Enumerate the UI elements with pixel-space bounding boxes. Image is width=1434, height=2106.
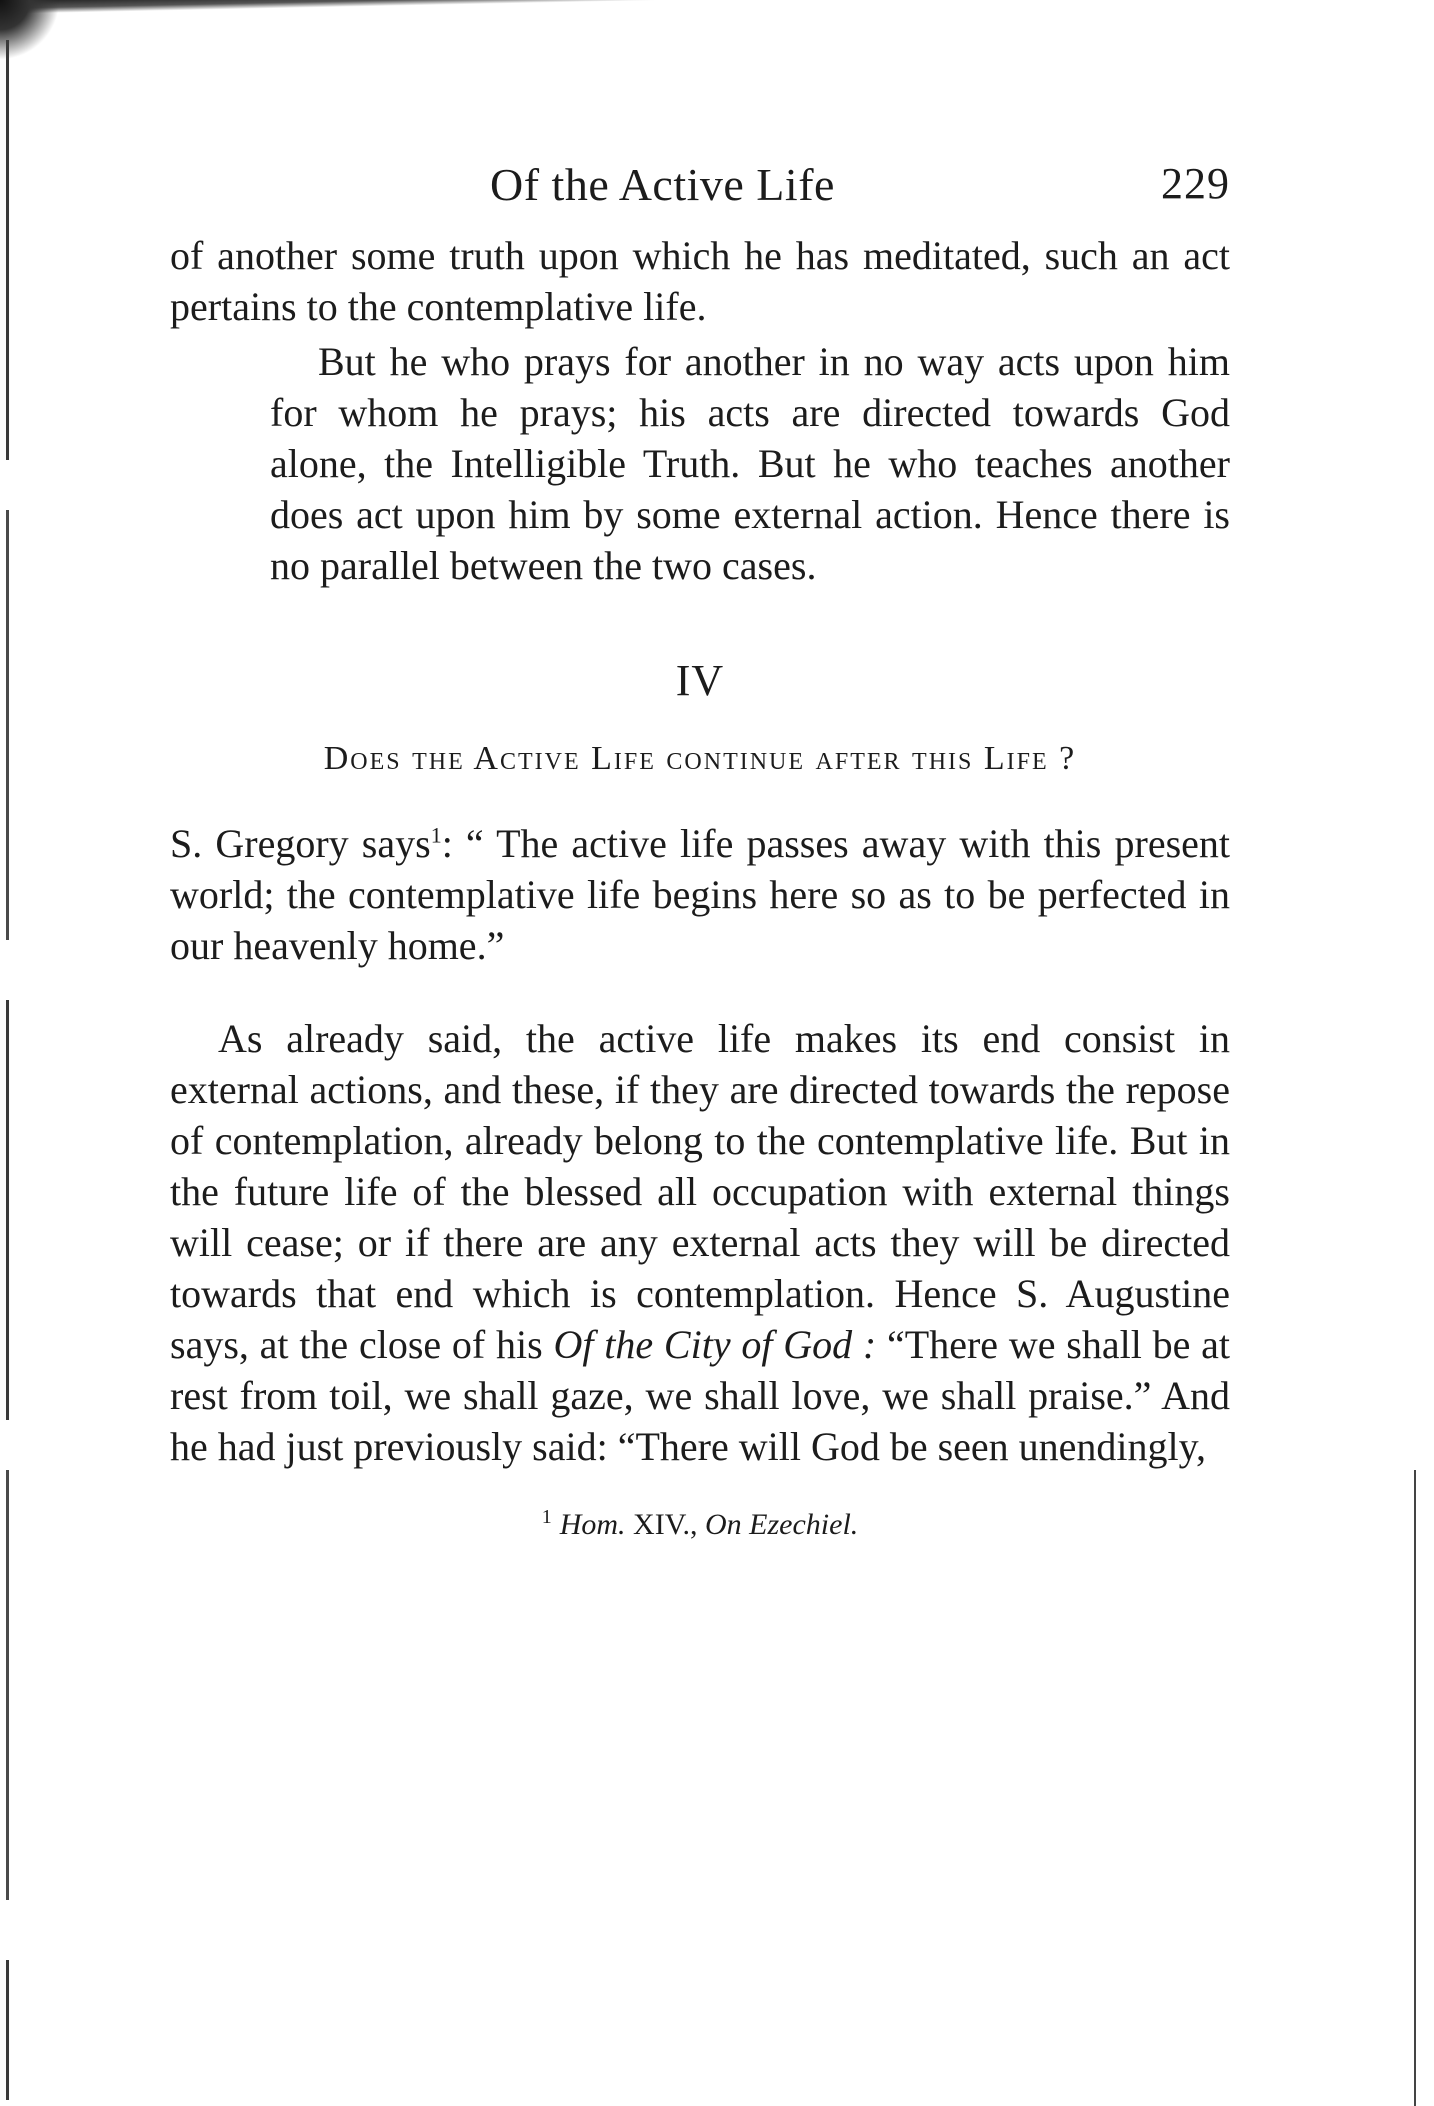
continued-paragraph: of another some truth upon which he has meditated, such an act pertains to the contemplative life. <box>170 233 1230 329</box>
running-title: Of the Active Life <box>490 159 835 210</box>
footnote-reference: 1 <box>430 822 442 848</box>
body-text-part1: As already said, the active life makes its end consist in external actions, and these, if they are directed towards the repose of contemplation, already belong to the contemplative life. But in the future life of the blessed all occupation with external things will cease; or if there are any external acts they will be directed towards that end which is contemplation. Hence S. Augustine says, at the close of his <box>170 1016 1230 1367</box>
footnote-source: Hom. <box>559 1508 626 1541</box>
reply-paragraph: But he who prays for another in no way acts upon him for whom he prays; his acts are directed towards God alone, the Intelligible Truth. But he who teaches another does act upon him by some external action. Hence there is no parallel between the two cases. <box>270 339 1230 588</box>
running-head <box>170 150 1230 220</box>
reply-block <box>270 336 1230 591</box>
scan-edge-right <box>1414 1470 1416 2106</box>
quote-prefix: S. Gregory says <box>170 821 431 866</box>
section-heading: Does the Active Life continue after this Life ? <box>323 740 1077 777</box>
page-number: 229 <box>1161 159 1230 208</box>
work-title-city-of-god: Of the City of God : <box>553 1322 877 1367</box>
scan-corner-shadow <box>0 0 60 60</box>
body-paragraph <box>170 1013 1230 1472</box>
section-number: IV <box>675 656 725 705</box>
quote-text: : “ The active life passes away with this present world; the contemplative life begins here so as to be perfected in our heavenly home.” <box>170 821 1231 968</box>
footnote-mark: 1 <box>541 1506 552 1528</box>
scan-edge-top <box>0 0 1040 14</box>
gregory-quote-paragraph <box>170 818 1230 971</box>
footnote-ref: XIV., <box>633 1508 698 1541</box>
body-text-part2: “There we shall be at rest from toil, we shall gaze, we shall love, we shall praise.” And he had just previously said: “There will God be seen unendingly, <box>170 1322 1230 1469</box>
footnote <box>170 1506 1230 1542</box>
footnote-work: On Ezechiel. <box>705 1508 859 1541</box>
scan-edge-left <box>6 40 9 2100</box>
book-page <box>170 150 1230 1542</box>
